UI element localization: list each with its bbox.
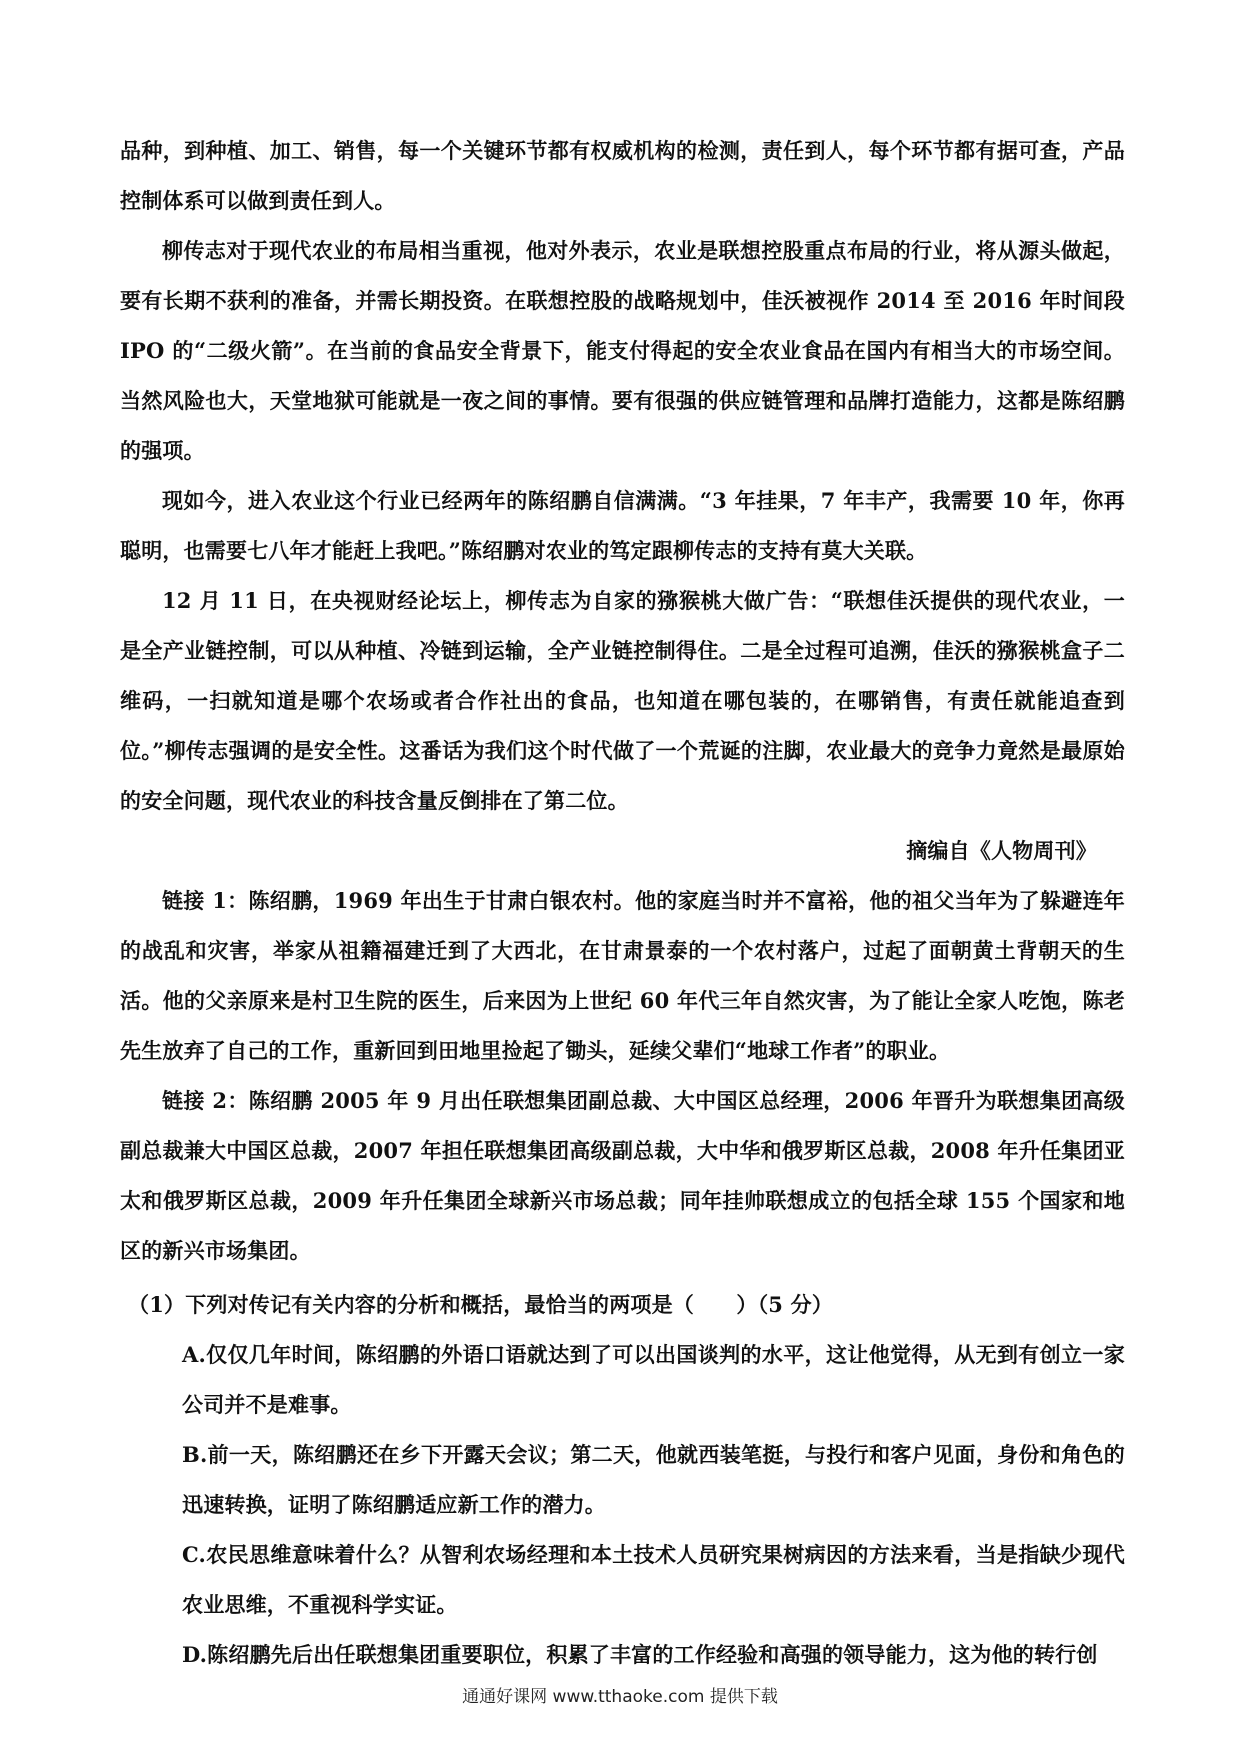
paragraph-2: 柳传志对于现代农业的布局相当重视，他对外表示，农业是联想控股重点布局的行业，将从源头做起，要有长期不获利的准备，并需长期投资。在联想控股的战略规划中，佳沃被视作 2014 至 2016 年时间段 IPO 的“二级火箭”。在当前的食品安全背景下，能支付得起的安全农业食品在国内有相当大的市场空间。当然风险也大，天堂地狱可能就是一夜之间的事情。要有很强的供应链管理和品牌打造能力，这都是陈绍鹏的强项。 — [120, 238, 1125, 463]
option-a: A.仅仅几年时间，陈绍鹏的外语口语就达到了可以出国谈判的水平，这让他觉得，从无到有创立一家公司并不是难事。 — [182, 1342, 1125, 1417]
paragraph-3: 现如今，进入农业这个行业已经两年的陈绍鹏自信满满。“3 年挂果，7 年丰产，我需要 10 年，你再聪明，也需要七八年才能赶上我吧。”陈绍鹏对农业的笃定跟柳传志的支持有莫大关联。 — [120, 488, 1125, 563]
source-attribution: 摘编自《人物周刊》 — [906, 838, 1097, 863]
paragraph-4: 12 月 11 日，在央视财经论坛上，柳传志为自家的猕猴桃大做广告：“联想佳沃提供的现代农业，一是全产业链控制，可以从种植、冷链到运输，全产业链控制得住。二是全过程可追溯，佳沃的猕猴桃盒子二维码，一扫就知道是哪个农场或者合作社出的食品，也知道在哪包装的，在哪销售，有责任就能追查到位。”柳传志强调的是安全性。这番话为我们这个时代做了一个荒诞的注脚，农业最大的竞争力竟然是最原始的安全问题，现代农业的科技含量反倒排在了第二位。 — [120, 588, 1125, 813]
paragraph-1: 品种，到种植、加工、销售，每一个关键环节都有权威机构的检测，责任到人，每个环节都有据可查，产品控制体系可以做到责任到人。 — [120, 138, 1125, 213]
question-stem: （1）下列对传记有关内容的分析和概括，最恰当的两项是（ ）（5 分） — [128, 1292, 834, 1317]
option-b: B.前一天，陈绍鹏还在乡下开露天会议；第二天，他就西装笔挺，与投行和客户见面，身份和角色的迅速转换，证明了陈绍鹏适应新工作的潜力。 — [182, 1442, 1125, 1517]
footer-source-text: 通通好课网 www.tthaoke.com 提供下载 — [462, 1687, 778, 1707]
link-2-paragraph: 链接 2：陈绍鹏 2005 年 9 月出任联想集团副总裁、大中国区总经理，2006 年晋升为联想集团高级副总裁兼大中国区总裁，2007 年担任联想集团高级副总裁，大中华和俄罗斯区总裁，2008 年升任集团亚太和俄罗斯区总裁，2009 年升任集团全球新兴市场总裁；同年挂帅联想成立的包括全球 155 个国家和地区的新兴市场集团。 — [120, 1088, 1125, 1263]
option-c: C.农民思维意味着什么？从智利农场经理和本土技术人员研究果树病因的方法来看，当是指缺少现代农业思维，不重视科学实证。 — [182, 1542, 1125, 1617]
article-body — [120, 126, 1125, 1680]
link-1-paragraph: 链接 1：陈绍鹏，1969 年出生于甘肃白银农村。他的家庭当时并不富裕，他的祖父当年为了躲避连年的战乱和灾害，举家从祖籍福建迁到了大西北，在甘肃景泰的一个农村落户，过起了面朝黄土背朝天的生活。他的父亲原来是村卫生院的医生，后来因为上世纪 60 年代三年自然灾害，为了能让全家人吃饱，陈老先生放弃了自己的工作，重新回到田地里捡起了锄头，延续父辈们“地球工作者”的职业。 — [120, 888, 1125, 1063]
option-d: D.陈绍鹏先后出任联想集团重要职位，积累了丰富的工作经验和高强的领导能力，这为他的转行创 — [182, 1642, 1098, 1667]
